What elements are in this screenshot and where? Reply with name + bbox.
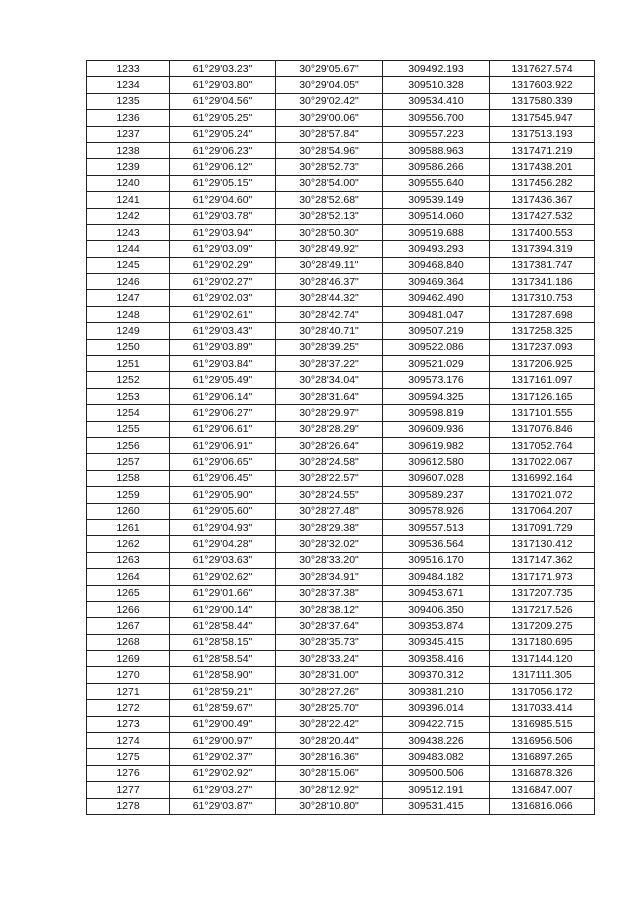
- y-coordinate-cell: 1317436.367: [490, 192, 595, 208]
- table-row: [87, 224, 595, 240]
- table-row: [87, 405, 595, 421]
- latitude-cell: 61°29'06.65": [170, 454, 276, 470]
- point-number-cell: 1237: [87, 126, 170, 142]
- point-number-cell: 1269: [87, 651, 170, 667]
- longitude-cell: 30°28'24.55": [276, 487, 383, 503]
- y-coordinate-cell: 1317144.120: [490, 651, 595, 667]
- x-coordinate-cell: 309536.564: [383, 536, 490, 552]
- table-row: [87, 716, 595, 732]
- longitude-cell: 30°28'54.00": [276, 175, 383, 191]
- point-number-cell: 1243: [87, 224, 170, 240]
- table-row: [87, 634, 595, 650]
- longitude-cell: 30°28'44.32": [276, 290, 383, 306]
- x-coordinate-cell: 309557.513: [383, 519, 490, 535]
- x-coordinate-cell: 309598.819: [383, 405, 490, 421]
- y-coordinate-cell: 1317381.747: [490, 257, 595, 273]
- x-coordinate-cell: 309609.936: [383, 421, 490, 437]
- x-coordinate-cell: 309406.350: [383, 601, 490, 617]
- latitude-cell: 61°29'02.92": [170, 765, 276, 781]
- latitude-cell: 61°29'02.61": [170, 306, 276, 322]
- x-coordinate-cell: 309586.266: [383, 159, 490, 175]
- table-row: [87, 126, 595, 142]
- point-number-cell: 1254: [87, 405, 170, 421]
- y-coordinate-cell: 1317021.072: [490, 487, 595, 503]
- latitude-cell: 61°29'06.23": [170, 142, 276, 158]
- point-number-cell: 1234: [87, 77, 170, 93]
- x-coordinate-cell: 309556.700: [383, 110, 490, 126]
- longitude-cell: 30°28'28.29": [276, 421, 383, 437]
- latitude-cell: 61°29'02.37": [170, 749, 276, 765]
- table-row: [87, 487, 595, 503]
- y-coordinate-cell: 1317022.067: [490, 454, 595, 470]
- longitude-cell: 30°28'10.80": [276, 798, 383, 814]
- point-number-cell: 1272: [87, 700, 170, 716]
- point-number-cell: 1245: [87, 257, 170, 273]
- x-coordinate-cell: 309396.014: [383, 700, 490, 716]
- longitude-cell: 30°28'50.30": [276, 224, 383, 240]
- table-row: [87, 700, 595, 716]
- table-row: [87, 651, 595, 667]
- table-row: [87, 290, 595, 306]
- longitude-cell: 30°28'49.11": [276, 257, 383, 273]
- x-coordinate-cell: 309578.926: [383, 503, 490, 519]
- y-coordinate-cell: 1317064.207: [490, 503, 595, 519]
- x-coordinate-cell: 309422.715: [383, 716, 490, 732]
- latitude-cell: 61°29'05.15": [170, 175, 276, 191]
- x-coordinate-cell: 309492.193: [383, 61, 490, 77]
- latitude-cell: 61°29'06.91": [170, 437, 276, 453]
- y-coordinate-cell: 1317161.097: [490, 372, 595, 388]
- table-row: [87, 274, 595, 290]
- point-number-cell: 1251: [87, 356, 170, 372]
- point-number-cell: 1264: [87, 569, 170, 585]
- table-row: [87, 175, 595, 191]
- y-coordinate-cell: 1317147.362: [490, 552, 595, 568]
- longitude-cell: 30°29'02.42": [276, 93, 383, 109]
- longitude-cell: 30°28'57.84": [276, 126, 383, 142]
- point-number-cell: 1236: [87, 110, 170, 126]
- point-number-cell: 1244: [87, 241, 170, 257]
- y-coordinate-cell: 1317171.973: [490, 569, 595, 585]
- y-coordinate-cell: 1317400.553: [490, 224, 595, 240]
- y-coordinate-cell: 1317438.201: [490, 159, 595, 175]
- y-coordinate-cell: 1317101.555: [490, 405, 595, 421]
- longitude-cell: 30°28'22.42": [276, 716, 383, 732]
- longitude-cell: 30°29'00.06": [276, 110, 383, 126]
- table-row: [87, 782, 595, 798]
- point-number-cell: 1261: [87, 519, 170, 535]
- point-number-cell: 1240: [87, 175, 170, 191]
- y-coordinate-cell: 1317130.412: [490, 536, 595, 552]
- latitude-cell: 61°29'05.25": [170, 110, 276, 126]
- longitude-cell: 30°28'39.25": [276, 339, 383, 355]
- latitude-cell: 61°29'06.45": [170, 470, 276, 486]
- longitude-cell: 30°28'26.64": [276, 437, 383, 453]
- y-coordinate-cell: 1316878.326: [490, 765, 595, 781]
- longitude-cell: 30°28'24.58": [276, 454, 383, 470]
- y-coordinate-cell: 1317513.193: [490, 126, 595, 142]
- table-row: [87, 733, 595, 749]
- latitude-cell: 61°29'02.29": [170, 257, 276, 273]
- x-coordinate-cell: 309507.219: [383, 323, 490, 339]
- point-number-cell: 1275: [87, 749, 170, 765]
- latitude-cell: 61°29'00.49": [170, 716, 276, 732]
- point-number-cell: 1266: [87, 601, 170, 617]
- point-number-cell: 1242: [87, 208, 170, 224]
- latitude-cell: 61°29'04.93": [170, 519, 276, 535]
- longitude-cell: 30°28'27.26": [276, 683, 383, 699]
- table-row: [87, 618, 595, 634]
- longitude-cell: 30°28'40.71": [276, 323, 383, 339]
- latitude-cell: 61°29'05.49": [170, 372, 276, 388]
- longitude-cell: 30°28'52.13": [276, 208, 383, 224]
- table-row: [87, 765, 595, 781]
- latitude-cell: 61°29'03.80": [170, 77, 276, 93]
- y-coordinate-cell: 1317052.764: [490, 437, 595, 453]
- point-number-cell: 1262: [87, 536, 170, 552]
- latitude-cell: 61°28'59.21": [170, 683, 276, 699]
- x-coordinate-cell: 309607.028: [383, 470, 490, 486]
- table-row: [87, 208, 595, 224]
- y-coordinate-cell: 1317207.735: [490, 585, 595, 601]
- latitude-cell: 61°29'02.62": [170, 569, 276, 585]
- x-coordinate-cell: 309481.047: [383, 306, 490, 322]
- table-row: [87, 356, 595, 372]
- point-number-cell: 1271: [87, 683, 170, 699]
- longitude-cell: 30°28'16.36": [276, 749, 383, 765]
- latitude-cell: 61°29'04.56": [170, 93, 276, 109]
- longitude-cell: 30°28'52.68": [276, 192, 383, 208]
- point-number-cell: 1258: [87, 470, 170, 486]
- x-coordinate-cell: 309468.840: [383, 257, 490, 273]
- table-row: [87, 585, 595, 601]
- y-coordinate-cell: 1317341.186: [490, 274, 595, 290]
- latitude-cell: 61°29'03.23": [170, 61, 276, 77]
- latitude-cell: 61°29'03.09": [170, 241, 276, 257]
- table-row: [87, 683, 595, 699]
- x-coordinate-cell: 309612.580: [383, 454, 490, 470]
- x-coordinate-cell: 309484.182: [383, 569, 490, 585]
- y-coordinate-cell: 1317258.325: [490, 323, 595, 339]
- y-coordinate-cell: 1317580.339: [490, 93, 595, 109]
- point-number-cell: 1273: [87, 716, 170, 732]
- latitude-cell: 61°29'05.24": [170, 126, 276, 142]
- latitude-cell: 61°29'03.94": [170, 224, 276, 240]
- x-coordinate-cell: 309555.640: [383, 175, 490, 191]
- latitude-cell: 61°28'59.67": [170, 700, 276, 716]
- point-number-cell: 1255: [87, 421, 170, 437]
- latitude-cell: 61°29'02.27": [170, 274, 276, 290]
- y-coordinate-cell: 1316816.066: [490, 798, 595, 814]
- latitude-cell: 61°29'05.90": [170, 487, 276, 503]
- x-coordinate-cell: 309514.060: [383, 208, 490, 224]
- coordinates-table-body: [87, 61, 595, 815]
- point-number-cell: 1249: [87, 323, 170, 339]
- table-row: [87, 454, 595, 470]
- longitude-cell: 30°28'37.38": [276, 585, 383, 601]
- y-coordinate-cell: 1317126.165: [490, 388, 595, 404]
- latitude-cell: 61°28'58.90": [170, 667, 276, 683]
- x-coordinate-cell: 309358.416: [383, 651, 490, 667]
- latitude-cell: 61°29'05.60": [170, 503, 276, 519]
- table-row: [87, 470, 595, 486]
- table-row: [87, 306, 595, 322]
- point-number-cell: 1256: [87, 437, 170, 453]
- longitude-cell: 30°28'52.73": [276, 159, 383, 175]
- longitude-cell: 30°28'33.24": [276, 651, 383, 667]
- x-coordinate-cell: 309589.237: [383, 487, 490, 503]
- x-coordinate-cell: 309510.328: [383, 77, 490, 93]
- table-row: [87, 601, 595, 617]
- point-number-cell: 1257: [87, 454, 170, 470]
- x-coordinate-cell: 309522.086: [383, 339, 490, 355]
- x-coordinate-cell: 309521.029: [383, 356, 490, 372]
- x-coordinate-cell: 309539.149: [383, 192, 490, 208]
- latitude-cell: 61°29'03.78": [170, 208, 276, 224]
- table-row: [87, 519, 595, 535]
- x-coordinate-cell: 309453.671: [383, 585, 490, 601]
- latitude-cell: 61°28'58.54": [170, 651, 276, 667]
- x-coordinate-cell: 309594.325: [383, 388, 490, 404]
- longitude-cell: 30°28'31.64": [276, 388, 383, 404]
- y-coordinate-cell: 1317091.729: [490, 519, 595, 535]
- latitude-cell: 61°29'06.27": [170, 405, 276, 421]
- x-coordinate-cell: 309438.226: [383, 733, 490, 749]
- table-row: [87, 388, 595, 404]
- point-number-cell: 1250: [87, 339, 170, 355]
- point-number-cell: 1241: [87, 192, 170, 208]
- latitude-cell: 61°29'02.03": [170, 290, 276, 306]
- table-row: [87, 61, 595, 77]
- table-row: [87, 667, 595, 683]
- longitude-cell: 30°28'35.73": [276, 634, 383, 650]
- longitude-cell: 30°28'25.70": [276, 700, 383, 716]
- x-coordinate-cell: 309516.170: [383, 552, 490, 568]
- longitude-cell: 30°28'20.44": [276, 733, 383, 749]
- table-row: [87, 241, 595, 257]
- point-number-cell: 1233: [87, 61, 170, 77]
- x-coordinate-cell: 309519.688: [383, 224, 490, 240]
- y-coordinate-cell: 1317076.846: [490, 421, 595, 437]
- point-number-cell: 1238: [87, 142, 170, 158]
- latitude-cell: 61°29'00.97": [170, 733, 276, 749]
- point-number-cell: 1268: [87, 634, 170, 650]
- point-number-cell: 1265: [87, 585, 170, 601]
- latitude-cell: 61°29'01.66": [170, 585, 276, 601]
- y-coordinate-cell: 1317456.282: [490, 175, 595, 191]
- point-number-cell: 1248: [87, 306, 170, 322]
- x-coordinate-cell: 309531.415: [383, 798, 490, 814]
- table-row: [87, 110, 595, 126]
- longitude-cell: 30°28'54.96": [276, 142, 383, 158]
- point-number-cell: 1252: [87, 372, 170, 388]
- latitude-cell: 61°29'03.27": [170, 782, 276, 798]
- x-coordinate-cell: 309500.506: [383, 765, 490, 781]
- latitude-cell: 61°28'58.15": [170, 634, 276, 650]
- longitude-cell: 30°28'49.92": [276, 241, 383, 257]
- y-coordinate-cell: 1317627.574: [490, 61, 595, 77]
- table-row: [87, 372, 595, 388]
- point-number-cell: 1276: [87, 765, 170, 781]
- x-coordinate-cell: 309619.982: [383, 437, 490, 453]
- point-number-cell: 1260: [87, 503, 170, 519]
- point-number-cell: 1239: [87, 159, 170, 175]
- x-coordinate-cell: 309557.223: [383, 126, 490, 142]
- y-coordinate-cell: 1317209.275: [490, 618, 595, 634]
- table-row: [87, 552, 595, 568]
- x-coordinate-cell: 309469.364: [383, 274, 490, 290]
- longitude-cell: 30°28'34.91": [276, 569, 383, 585]
- longitude-cell: 30°28'46.37": [276, 274, 383, 290]
- latitude-cell: 61°29'00.14": [170, 601, 276, 617]
- table-row: [87, 142, 595, 158]
- y-coordinate-cell: 1317545.947: [490, 110, 595, 126]
- x-coordinate-cell: 309462.490: [383, 290, 490, 306]
- longitude-cell: 30°28'42.74": [276, 306, 383, 322]
- y-coordinate-cell: 1317056.172: [490, 683, 595, 699]
- table-row: [87, 77, 595, 93]
- x-coordinate-cell: 309345.415: [383, 634, 490, 650]
- longitude-cell: 30°28'31.00": [276, 667, 383, 683]
- coordinates-table: [86, 60, 595, 815]
- x-coordinate-cell: 309512.191: [383, 782, 490, 798]
- table-row: [87, 421, 595, 437]
- point-number-cell: 1259: [87, 487, 170, 503]
- latitude-cell: 61°29'03.87": [170, 798, 276, 814]
- longitude-cell: 30°28'34.04": [276, 372, 383, 388]
- longitude-cell: 30°28'38.12": [276, 601, 383, 617]
- latitude-cell: 61°29'06.61": [170, 421, 276, 437]
- longitude-cell: 30°28'37.64": [276, 618, 383, 634]
- longitude-cell: 30°28'29.38": [276, 519, 383, 535]
- table-row: [87, 257, 595, 273]
- table-row: [87, 159, 595, 175]
- y-coordinate-cell: 1317427.532: [490, 208, 595, 224]
- table-row: [87, 323, 595, 339]
- point-number-cell: 1267: [87, 618, 170, 634]
- latitude-cell: 61°29'03.84": [170, 356, 276, 372]
- longitude-cell: 30°28'22.57": [276, 470, 383, 486]
- longitude-cell: 30°28'27.48": [276, 503, 383, 519]
- longitude-cell: 30°28'29.97": [276, 405, 383, 421]
- latitude-cell: 61°29'03.89": [170, 339, 276, 355]
- y-coordinate-cell: 1317237.093: [490, 339, 595, 355]
- x-coordinate-cell: 309588.963: [383, 142, 490, 158]
- y-coordinate-cell: 1317471.219: [490, 142, 595, 158]
- point-number-cell: 1235: [87, 93, 170, 109]
- table-row: [87, 749, 595, 765]
- point-number-cell: 1246: [87, 274, 170, 290]
- table-row: [87, 536, 595, 552]
- table-row: [87, 93, 595, 109]
- table-row: [87, 339, 595, 355]
- latitude-cell: 61°29'03.43": [170, 323, 276, 339]
- point-number-cell: 1274: [87, 733, 170, 749]
- table-row: [87, 437, 595, 453]
- point-number-cell: 1278: [87, 798, 170, 814]
- x-coordinate-cell: 309381.210: [383, 683, 490, 699]
- table-row: [87, 192, 595, 208]
- x-coordinate-cell: 309573.176: [383, 372, 490, 388]
- y-coordinate-cell: 1317394.319: [490, 241, 595, 257]
- x-coordinate-cell: 309483.082: [383, 749, 490, 765]
- longitude-cell: 30°28'33.20": [276, 552, 383, 568]
- point-number-cell: 1253: [87, 388, 170, 404]
- longitude-cell: 30°28'37.22": [276, 356, 383, 372]
- latitude-cell: 61°29'06.12": [170, 159, 276, 175]
- x-coordinate-cell: 309534.410: [383, 93, 490, 109]
- x-coordinate-cell: 309493.293: [383, 241, 490, 257]
- longitude-cell: 30°29'04.05": [276, 77, 383, 93]
- y-coordinate-cell: 1316847.007: [490, 782, 595, 798]
- table-row: [87, 503, 595, 519]
- y-coordinate-cell: 1317206.925: [490, 356, 595, 372]
- longitude-cell: 30°29'05.67": [276, 61, 383, 77]
- latitude-cell: 61°29'03.63": [170, 552, 276, 568]
- table-row: [87, 569, 595, 585]
- x-coordinate-cell: 309353.874: [383, 618, 490, 634]
- latitude-cell: 61°29'04.28": [170, 536, 276, 552]
- y-coordinate-cell: 1316992.164: [490, 470, 595, 486]
- y-coordinate-cell: 1316985.515: [490, 716, 595, 732]
- longitude-cell: 30°28'15.06": [276, 765, 383, 781]
- y-coordinate-cell: 1317310.753: [490, 290, 595, 306]
- x-coordinate-cell: 309370.312: [383, 667, 490, 683]
- longitude-cell: 30°28'32.02": [276, 536, 383, 552]
- y-coordinate-cell: 1317111.305: [490, 667, 595, 683]
- y-coordinate-cell: 1317180.695: [490, 634, 595, 650]
- longitude-cell: 30°28'12.92": [276, 782, 383, 798]
- point-number-cell: 1270: [87, 667, 170, 683]
- y-coordinate-cell: 1317033.414: [490, 700, 595, 716]
- y-coordinate-cell: 1317603.922: [490, 77, 595, 93]
- y-coordinate-cell: 1317287.698: [490, 306, 595, 322]
- point-number-cell: 1277: [87, 782, 170, 798]
- y-coordinate-cell: 1317217.526: [490, 601, 595, 617]
- table-row: [87, 798, 595, 814]
- latitude-cell: 61°29'06.14": [170, 388, 276, 404]
- latitude-cell: 61°28'58.44": [170, 618, 276, 634]
- point-number-cell: 1247: [87, 290, 170, 306]
- point-number-cell: 1263: [87, 552, 170, 568]
- y-coordinate-cell: 1316897.265: [490, 749, 595, 765]
- y-coordinate-cell: 1316956.506: [490, 733, 595, 749]
- latitude-cell: 61°29'04.60": [170, 192, 276, 208]
